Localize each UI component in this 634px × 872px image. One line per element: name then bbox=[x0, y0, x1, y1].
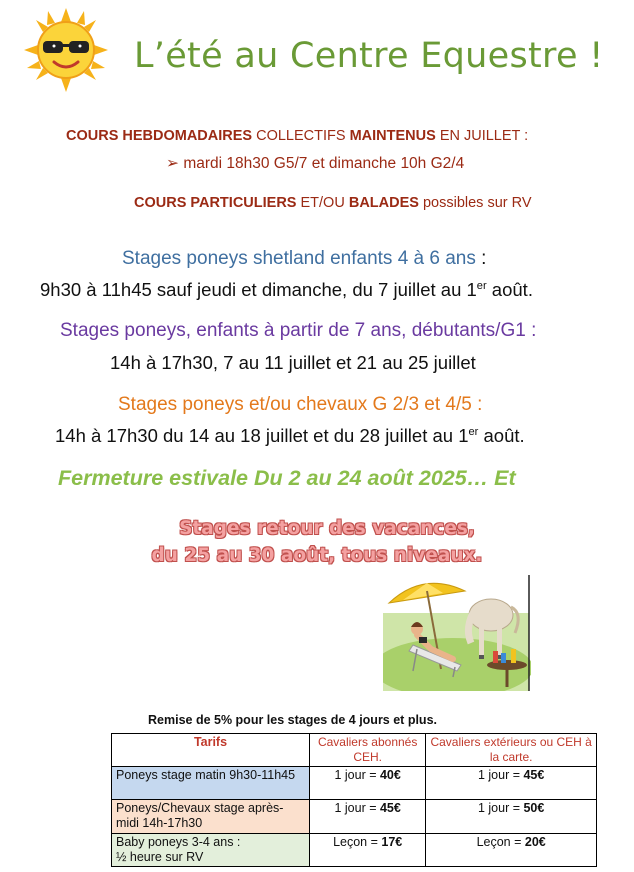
price-abonnes: 1 jour = 45€ bbox=[310, 800, 426, 834]
table-row bbox=[112, 767, 597, 800]
stage-galops-title: Stages poneys et/ou chevaux G 2/3 et 4/5 : bbox=[118, 394, 483, 415]
stage-shetland-details: 9h30 à 11h45 sauf jeudi et dimanche, du 7 juillet au 1er août. bbox=[40, 279, 533, 300]
price-exterieurs: 1 jour = 50€ bbox=[426, 800, 597, 834]
price-abonnes: Leçon = 17€ bbox=[310, 834, 426, 867]
page-title: L’été au Centre Equestre ! bbox=[134, 36, 604, 76]
stage-shetland-title: Stages poneys shetland enfants 4 à 6 ans : bbox=[122, 248, 487, 269]
row-label: Poneys stage matin 9h30-11h45 bbox=[112, 767, 310, 800]
tarifs-table bbox=[111, 733, 597, 867]
stage-debutants-details: 14h à 17h30, 7 au 11 juillet et 21 au 25 juillet bbox=[110, 352, 476, 373]
remise-note: Remise de 5% pour les stages de 4 jours et plus. bbox=[148, 713, 437, 727]
stages-retour-line1: Stages retour des vacances, bbox=[179, 518, 475, 539]
sun-with-sunglasses-icon bbox=[24, 8, 108, 92]
tarifs-header: Tarifs bbox=[112, 734, 310, 767]
table-row bbox=[112, 834, 597, 867]
stages-retour-line2: du 25 au 30 août, tous niveaux. bbox=[151, 545, 483, 566]
row-label: Poneys/Chevaux stage après-midi 14h-17h30 bbox=[112, 800, 310, 834]
col-exterieurs-header: Cavaliers extérieurs ou CEH à la carte. bbox=[426, 734, 597, 767]
cours-particuliers-line: COURS PARTICULIERS ET/OU BALADES possibles sur RV bbox=[134, 195, 532, 211]
table-row bbox=[112, 800, 597, 834]
stage-galops-details: 14h à 17h30 du 14 au 18 juillet et du 28 juillet au 1er août. bbox=[55, 425, 525, 446]
cours-hebdo-line: COURS HEBDOMADAIRES COLLECTIFS MAINTENUS EN JUILLET : bbox=[66, 128, 529, 144]
fermeture-estivale: Fermeture estivale Du 2 au 24 août 2025… Et bbox=[58, 466, 516, 490]
col-abonnes-header: Cavaliers abonnés CEH. bbox=[310, 734, 426, 767]
row-label: Baby poneys 3-4 ans : ½ heure sur RV bbox=[112, 834, 310, 867]
price-abonnes: 1 jour = 40€ bbox=[310, 767, 426, 800]
price-exterieurs: 1 jour = 45€ bbox=[426, 767, 597, 800]
arrow-bullet-icon: ➢ bbox=[166, 155, 179, 172]
cours-hebdo-bullet: ➢ mardi 18h30 G5/7 et dimanche 10h G2/4 bbox=[166, 155, 465, 172]
stage-debutants-title: Stages poneys, enfants à partir de 7 ans, débutants/G1 : bbox=[60, 320, 537, 341]
beach-horse-parasol-illustration bbox=[383, 573, 531, 691]
price-exterieurs: Leçon = 20€ bbox=[426, 834, 597, 867]
